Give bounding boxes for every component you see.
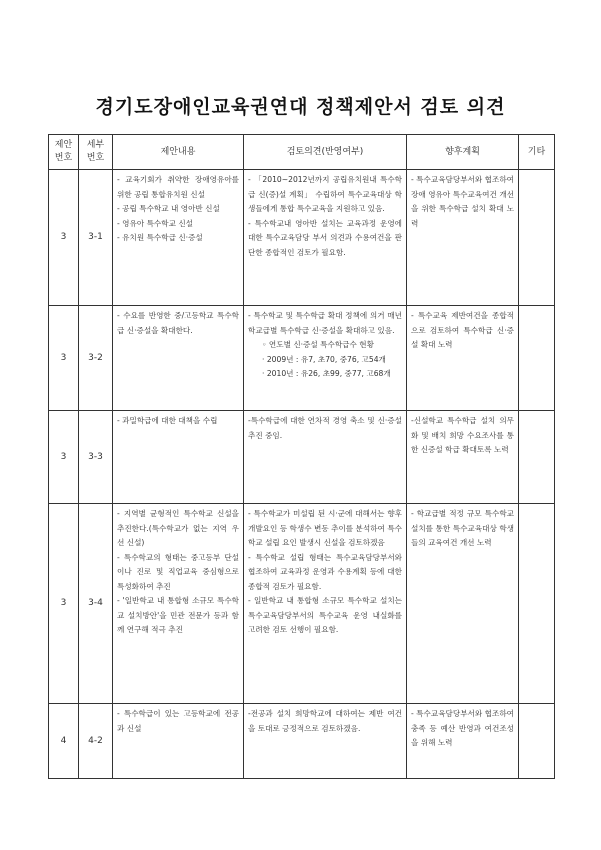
review-sub-item: · 2010년 : 유26, 초99, 중77, 고68개	[262, 369, 391, 378]
review-opinion: -전공과 설치 희망학교에 대하여는 제반 여건을 토대로 긍정적으로 검토하겠음.	[244, 704, 407, 779]
etc-cell	[519, 306, 555, 411]
review-table	[48, 134, 555, 779]
proposal-content: - 교육기회가 취약한 장애영유아를 위한 공립 통합유치원 신설 - 공립 특수학교 내 영아반 신설 - 영유아 특수학교 신설 - 유치원 특수학급 신·증설	[113, 170, 244, 306]
detail-number: 3-4	[79, 504, 113, 704]
future-plan: - 특수교육담당부서와 협조하여 장애 영유아 특수교육여건 개선을 위한 특수학급 설치 확대 노력	[407, 170, 519, 306]
future-plan: - 특수교육담당부서와 협조하여 충족 등 예산 반영과 여건조성을 위해 노력	[407, 704, 519, 779]
table-row	[49, 504, 555, 704]
etc-cell	[519, 411, 555, 504]
etc-cell	[519, 170, 555, 306]
proposal-content: - 과밀학급에 대한 대책을 수립	[113, 411, 244, 504]
table-row	[49, 411, 555, 504]
review-opinion: - 「2010~2012년까지 공립유치원내 특수학급 신(증)설 계획」 수립하여 특수교육대상 학생들에게 통합 특수교육을 지원하고 있음. - 특수학교내 영아반 설치는 교육과정 운영에 대한 특수교육담당 부서 의견과 수용여건을 판단한 종합적인 검토가 필요함.	[244, 170, 407, 306]
header-plan: 향후계획	[407, 135, 519, 170]
review-opinion: -특수학급에 대한 연차적 경영 축소 및 신·증설 추진 중임.	[244, 411, 407, 504]
review-sub-item: · 2009년 : 유7, 초70, 중76, 고54개	[262, 354, 386, 364]
header-detail-no: 세부 번호	[79, 135, 113, 170]
proposal-content: - 수요를 반영한 중/고등학교 특수학급 신·증설을 확대한다.	[113, 306, 244, 411]
etc-cell	[519, 504, 555, 704]
proposal-number: 3	[49, 504, 79, 704]
proposal-number: 3	[49, 170, 79, 306]
review-sub-heading: ◦ 연도별 신·증설 특수학급수 현황	[262, 340, 374, 349]
document-title: 경기도장애인교육권연대 정책제안서 검토 의견	[95, 96, 506, 118]
proposal-content: - 지역별 균형적인 특수학교 신설을 추진한다.(특수학교가 없는 지역 우선 신설) - 특수학교의 형태는 중고등부 단설이나 진로 및 직업교육 중심형으로 특성화하여 추진 - '일반학교 내 통합형 소규모 특수학교 설치방안'을 민관 전문가 등과 함께 연구해 적극 추진	[113, 504, 244, 704]
header-etc: 기타	[519, 135, 555, 170]
review-opinion: - 특수학교가 미설립 된 시·군에 대해서는 향후 개발요인 등 학생수 변동 추이를 분석하여 특수학교 설립 요인 발생시 신설을 검토하겠음 - 특수학교 설립 형태는 특수교육담당부서와 협조하여 교육과정 운영과 수용계획 등에 대한 종합적 검토가 필요함. - 일반학교 내 통합형 소규모 특수학교 설치는 특수교육담당부서의 특수교육 운영 내실화를 고려한 검토 선행이 필요함.	[244, 504, 407, 704]
header-row	[49, 135, 555, 170]
future-plan: - 학교급별 적정 규모 특수학교 설치를 통한 특수교육대상 학생들의 교육여건 개선 노력	[407, 504, 519, 704]
proposal-number: 3	[49, 411, 79, 504]
proposal-number: 4	[49, 704, 79, 779]
proposal-content: - 특수학급이 있는 고등학교에 전공과 신설	[113, 704, 244, 779]
proposal-number: 3	[49, 306, 79, 411]
header-content: 제안내용	[113, 135, 244, 170]
future-plan: - 특수교육 제반여건을 종합적으로 검토하여 특수학급 신·증설 확대 노력	[407, 306, 519, 411]
table-row	[49, 704, 555, 779]
review-opinion: - 특수학교 및 특수학급 확대 정책에 의거 매년 학교급별 특수학급 신·증설을 확대하고 있음. ◦ 연도별 신·증설 특수학급수 현황 · 2009년 : 유7, 초70, 중76, 고54개 · 2010년 : 유26, 초99, 중77, 고68개	[244, 306, 407, 411]
table-row	[49, 170, 555, 306]
future-plan: -신설학교 특수학급 설치 의무화 및 배치 희망 수요조사를 통한 신증설 학급 확대토록 노력	[407, 411, 519, 504]
etc-cell	[519, 704, 555, 779]
table-row	[49, 306, 555, 411]
detail-number: 4-2	[79, 704, 113, 779]
detail-number: 3-1	[79, 170, 113, 306]
detail-number: 3-3	[79, 411, 113, 504]
detail-number: 3-2	[79, 306, 113, 411]
header-proposal-no: 제안 번호	[49, 135, 79, 170]
header-review: 검토의견(반영여부)	[244, 135, 407, 170]
